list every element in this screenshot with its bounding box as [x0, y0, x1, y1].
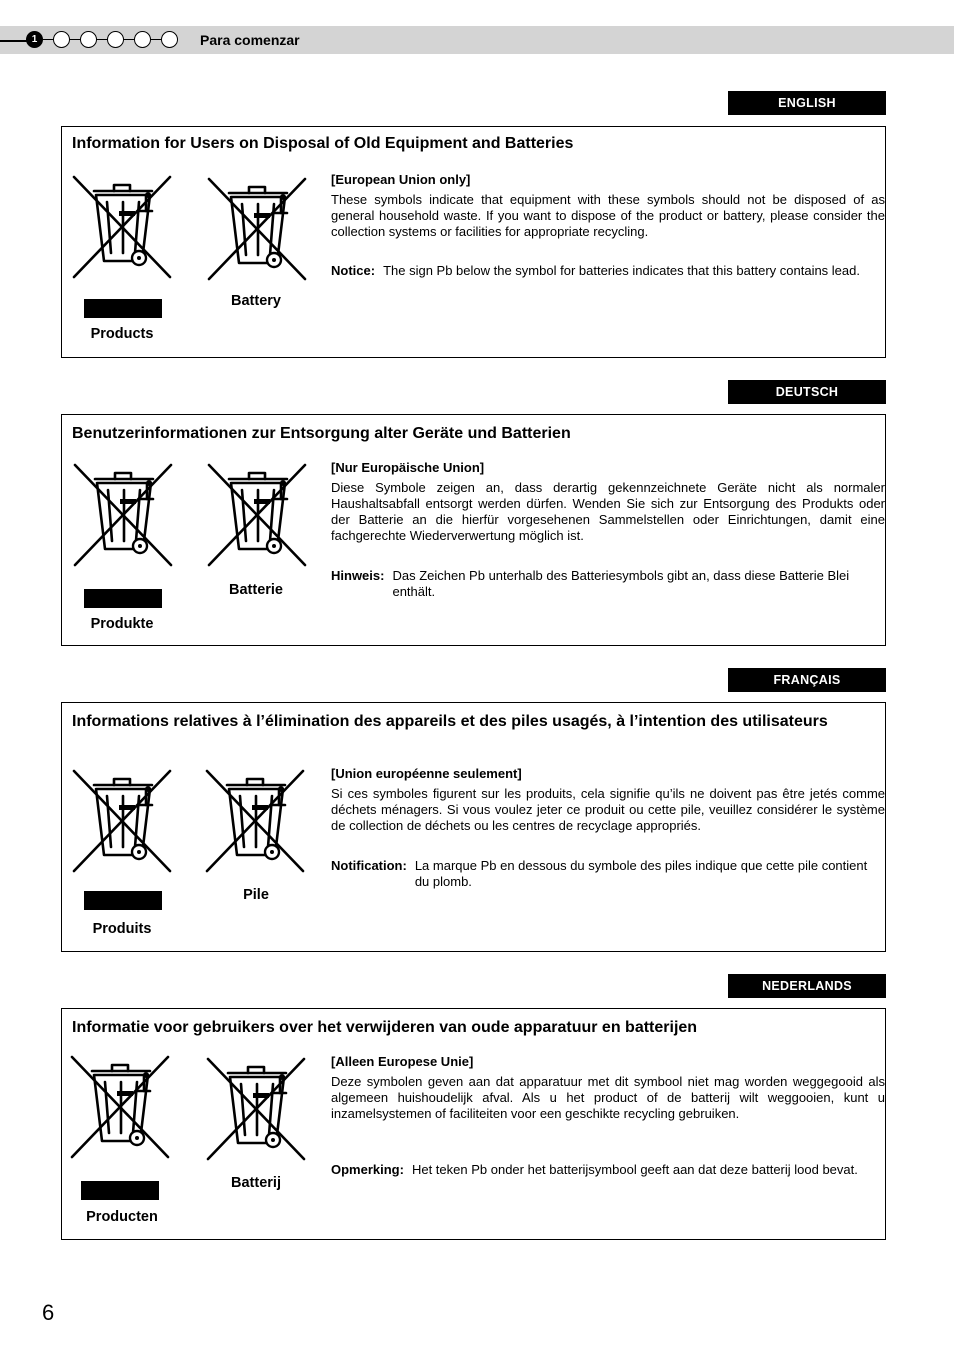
- section-deutsch: [61, 414, 886, 646]
- chapter-title: Para comenzar: [200, 32, 300, 48]
- black-bar-mark: [81, 1181, 159, 1200]
- section-title: Information for Users on Disposal of Old Equipment and Batteries: [72, 135, 574, 152]
- products-label: Produits: [92, 921, 152, 937]
- black-bar-mark: [84, 589, 162, 608]
- language-tag-english: ENGLISH: [728, 91, 886, 115]
- battery-label: Battery: [231, 293, 281, 309]
- section-title: Informations relatives à l’élimination des appareils et des piles usagés, à l’intention des utilisateurs: [72, 713, 828, 730]
- eu-heading: [Alleen Europese Unie]: [331, 1054, 474, 1069]
- language-tag-nederlands: NEDERLANDS: [728, 974, 886, 998]
- section-nederlands: [61, 1008, 886, 1240]
- notice-label: Opmerking:: [331, 1162, 404, 1177]
- products-label: Produkte: [90, 616, 154, 632]
- notice: [331, 263, 885, 279]
- notice: [331, 1162, 885, 1178]
- eu-heading: [Union européenne seulement]: [331, 766, 522, 781]
- language-tag-deutsch: DEUTSCH: [728, 380, 886, 404]
- notice-text: Das Zeichen Pb unterhalb des Batteriesymbols gibt an, dass diese Batterie Blei enthält.: [392, 568, 850, 599]
- notice-text: The sign Pb below the symbol for batteries indicates that this battery contains lead.: [383, 263, 860, 278]
- chapter-step-6: [161, 31, 178, 48]
- crossed-bin-battery-icon: [206, 1057, 306, 1161]
- body-text: These symbols indicate that equipment with these symbols should not be disposed of as general household waste. If you want to dispose of the product or battery, please consider the collection systems or facilities for appropriate recycling.: [331, 192, 885, 239]
- notice: [331, 858, 885, 890]
- notice-text: Het teken Pb onder het batterijsymbool geeft aan dat deze batterij lood bevat.: [411, 1162, 858, 1177]
- chapter-step-4: [107, 31, 124, 48]
- chapter-step-3: [80, 31, 97, 48]
- body-text: Deze symbolen geven aan dat apparatuur met dit symbool niet mag worden weggegooid als algemeen huishoudelijk afval. Als u het product of de batterij wilt weggooien, kunt u inzamelsystemen of faciliteiten voor een geschikte recycling gebruiken.: [331, 1074, 885, 1121]
- language-tag-francais: FRANÇAIS: [728, 668, 886, 692]
- chapter-step-5: [134, 31, 151, 48]
- products-label: Producten: [86, 1209, 158, 1225]
- products-label: Products: [90, 326, 154, 342]
- notice-label: Notification:: [331, 858, 407, 873]
- battery-label: Batterie: [229, 582, 283, 598]
- battery-label: Pile: [243, 887, 269, 903]
- disposal-text: [331, 172, 885, 240]
- disposal-text: [331, 766, 885, 834]
- disposal-text: [331, 460, 885, 544]
- crossed-bin-battery-icon: [207, 463, 307, 567]
- section-english: [61, 126, 886, 358]
- crossed-bin-products-icon: [73, 463, 173, 567]
- crossed-bin-battery-icon: [207, 177, 307, 281]
- section-francais: [61, 702, 886, 952]
- chapter-step-1: 1: [26, 31, 43, 48]
- crossed-bin-products-icon: [70, 1055, 170, 1159]
- crossed-bin-products-icon: [72, 769, 172, 873]
- eu-heading: [Nur Europäische Union]: [331, 460, 485, 475]
- section-title: Benutzerinformationen zur Entsorgung alter Geräte und Batterien: [72, 425, 571, 442]
- eu-heading: [European Union only]: [331, 172, 471, 187]
- notice-label: Notice:: [331, 263, 376, 278]
- notice: [331, 568, 885, 600]
- chapter-step-2: [53, 31, 70, 48]
- black-bar-mark: [84, 891, 162, 910]
- section-title: Informatie voor gebruikers over het verwijderen van oude apparatuur en batterijen: [72, 1019, 698, 1036]
- battery-label: Batterij: [231, 1175, 281, 1191]
- notice-label: Hinweis:: [331, 568, 385, 583]
- disposal-text: [331, 1054, 885, 1122]
- chapter-progress: [26, 31, 178, 48]
- body-text: Si ces symboles figurent sur les produits, cela signifie qu’ils ne doivent pas être jetés comme déchets ménagers. Si vous voulez jeter ce produit ou cette pile, veuillez considérer le système de collection de déchets ou les centres de recyclage appropriés.: [331, 786, 885, 833]
- black-bar-mark: [84, 299, 162, 318]
- body-text: Diese Symbole zeigen an, dass derartig gekennzeichnete Geräte nicht als normaler Haushaltsabfall entsorgt werden dürfen. Wenden Sie sich zur Entsorgung des Produkts oder der Batterie an die hierfür vorgesehenen Sammelstellen oder Einrichtungen, damit eine fachgerechte Wiederverwertung möglich ist.: [331, 480, 885, 543]
- page-number: 6: [42, 1300, 55, 1325]
- crossed-bin-battery-icon: [205, 769, 305, 873]
- notice-text: La marque Pb en dessous du symbole des piles indique que cette pile contient du plomb.: [414, 858, 868, 889]
- crossed-bin-products-icon: [72, 175, 172, 279]
